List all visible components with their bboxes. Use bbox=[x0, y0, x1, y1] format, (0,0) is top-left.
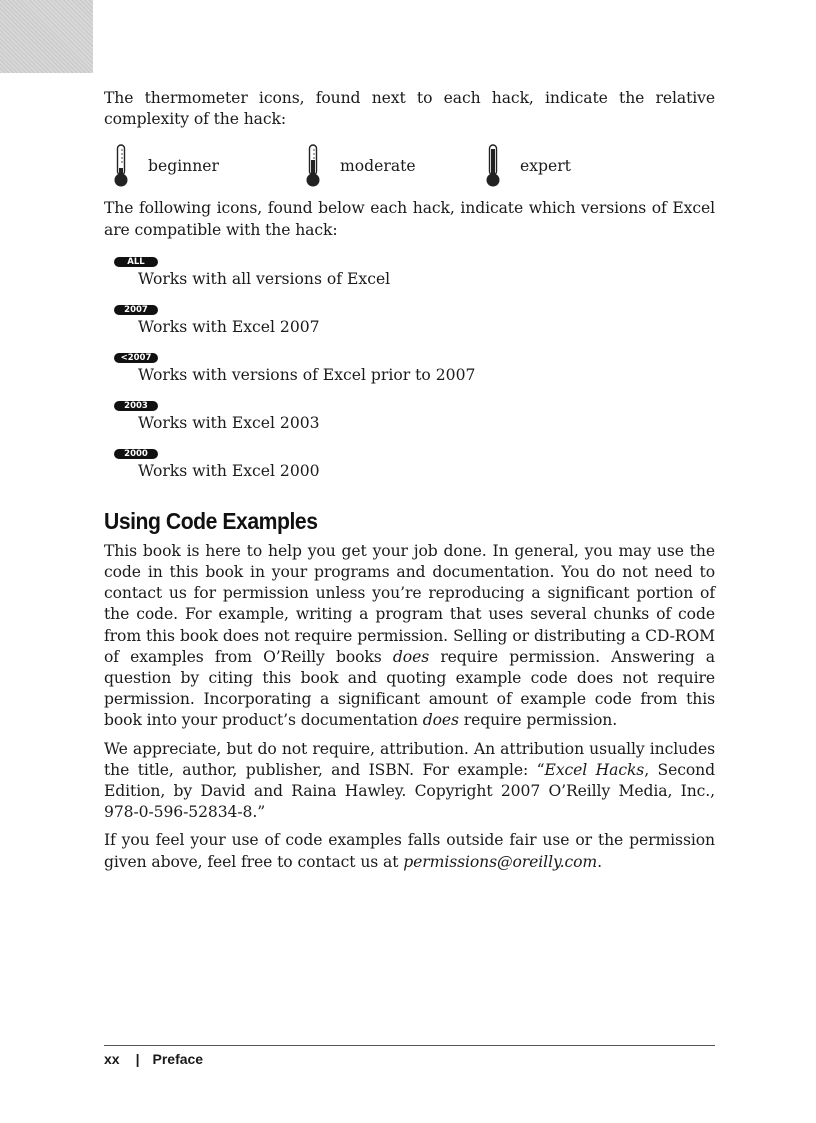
version-description: Works with Excel 2007 bbox=[138, 317, 320, 336]
version-item bbox=[104, 249, 715, 290]
emphasis: does bbox=[422, 711, 459, 730]
legend-beginner bbox=[112, 144, 304, 188]
footer-section-name: Preface bbox=[152, 1051, 204, 1067]
paragraph-attribution bbox=[104, 739, 715, 824]
text-run: require permission. bbox=[458, 711, 618, 730]
version-badge: <2007 bbox=[114, 353, 158, 363]
version-item bbox=[104, 441, 715, 482]
email-address: permissions@oreilly.com bbox=[403, 852, 598, 871]
version-description: Works with versions of Excel prior to 2007 bbox=[138, 365, 476, 384]
emphasis: does bbox=[392, 647, 430, 666]
thermometer-beginner-icon bbox=[112, 144, 130, 188]
complexity-legend bbox=[112, 144, 715, 188]
legend-expert bbox=[484, 144, 571, 188]
paragraph-permissions bbox=[104, 541, 715, 732]
version-description: Works with Excel 2003 bbox=[138, 413, 320, 432]
legend-moderate bbox=[304, 144, 484, 188]
legend-label: expert bbox=[520, 157, 571, 176]
version-legend bbox=[104, 249, 715, 482]
page-number: xx bbox=[104, 1051, 120, 1067]
text-run: This book is here to help you get your job done. In general, you may use the code in this book in your programs and documentation. You do not need to contact us for permission unless you’re reproducing a significant portion of the code. For example, writing a program that uses several chunks of code from this book does not require permission. Selling or distributing a CD-ROM of examples from O’Reilly books bbox=[104, 541, 715, 666]
legend-label: beginner bbox=[148, 157, 219, 176]
page-footer bbox=[104, 1051, 203, 1067]
footer-separator: | bbox=[135, 1051, 140, 1067]
book-title: Excel Hacks bbox=[544, 760, 645, 779]
page-content bbox=[104, 88, 715, 873]
version-badge: 2003 bbox=[114, 401, 158, 411]
version-badge: 2007 bbox=[114, 305, 158, 315]
text-run: . bbox=[597, 852, 602, 871]
version-item bbox=[104, 393, 715, 434]
text-run: , Second Edition, by David and Raina Hawley. Copyright 2007 O’Reilly Media, Inc., 978-0-596-52834-8.” bbox=[104, 760, 715, 822]
thermometer-expert-icon bbox=[484, 144, 502, 188]
section-heading: Using Code Examples bbox=[104, 507, 318, 534]
text-run: require permission. Answering a question by citing this book and quoting example code does not require permission. Incorporating a significant amount of example code from this book into your product’s documentation bbox=[104, 647, 715, 730]
text-run: We appreciate, but do not require, attribution. An attribution usually includes the title, author, publisher, and ISBN. For example: “ bbox=[104, 739, 715, 779]
thermometer-moderate-icon bbox=[304, 144, 322, 188]
version-badge: ALL bbox=[114, 257, 158, 267]
paragraph-contact bbox=[104, 830, 715, 872]
version-badge: 2000 bbox=[114, 449, 158, 459]
thermometer-intro-text: The thermometer icons, found next to each hack, indicate the relative complexity of the hack: bbox=[104, 89, 715, 129]
legend-label: moderate bbox=[340, 157, 416, 176]
version-item bbox=[104, 297, 715, 338]
version-description: Works with Excel 2000 bbox=[138, 461, 320, 480]
version-item bbox=[104, 345, 715, 386]
page-corner-tab bbox=[0, 0, 93, 73]
version-description: Works with all versions of Excel bbox=[138, 269, 391, 288]
footer-rule bbox=[104, 1045, 715, 1046]
versions-intro-text: The following icons, found below each hack, indicate which versions of Excel are compatible with the hack: bbox=[104, 199, 715, 239]
text-run: If you feel your use of code examples falls outside fair use or the permission given above, feel free to contact us at bbox=[104, 831, 715, 871]
